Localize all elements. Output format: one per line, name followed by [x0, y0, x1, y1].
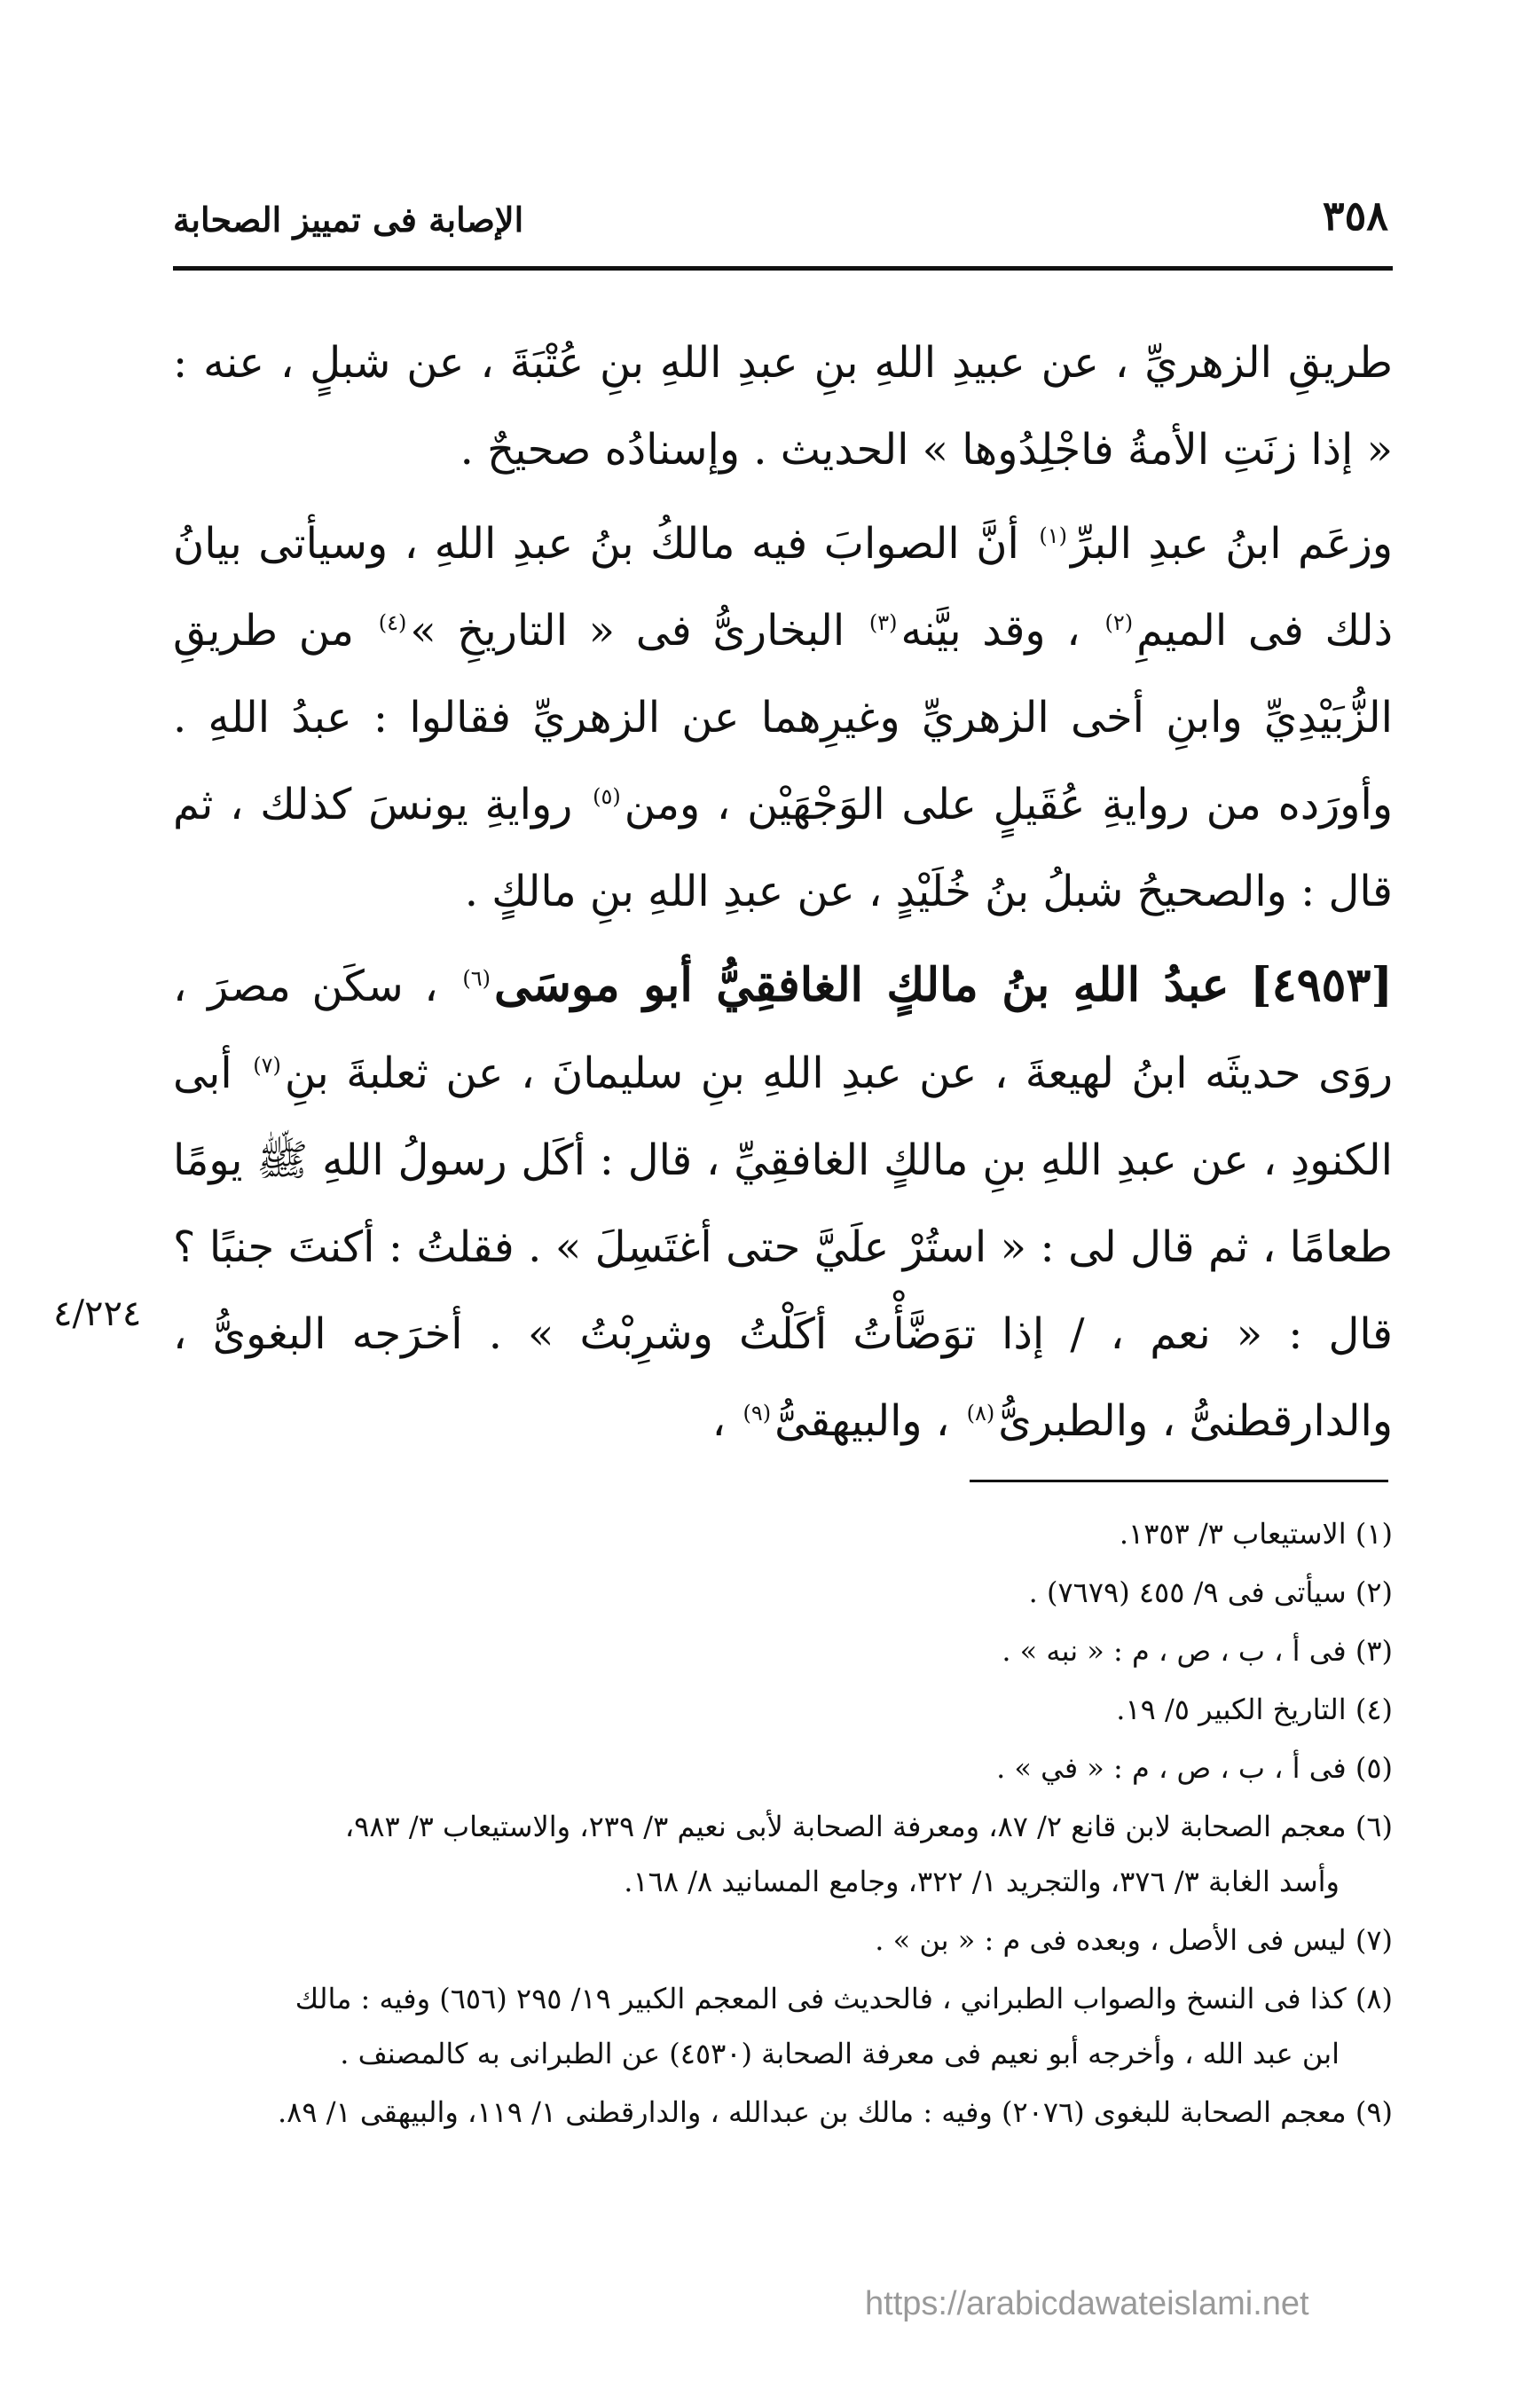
paragraph-2-part-b: أنَّ الصوابَ فيه مالكُ بنُ عبدِ اللهِ ، وسيأتى بيانُ ذلك فى الميمِ — [173, 519, 1393, 656]
paragraph-2-part-e: من طريقِ الزُّبَيْدِيِّ وابنِ أخى الزهريِّ وغيرِهما عن الزهريِّ فقالوا : عبدُ اللهِ . وأورَده من روايةِ عُقَيلٍ على الوَجْهَيْن ، ومن — [173, 606, 1394, 829]
footnote-8-line-2: ابن عبد الله ، وأخرجه أبو نعيم فى معرفة الصحابة (٤٥٣٠) عن الطبرانى به كالمصنف . — [340, 2037, 1340, 2070]
footnote-divider — [970, 1480, 1388, 1482]
main-text — [173, 319, 1393, 1472]
header-divider — [173, 266, 1393, 271]
running-title: الإصابة فى تمييز الصحابة — [173, 200, 524, 240]
footnote-6 — [173, 1799, 1393, 1909]
footnote-8-line-1: (٨) كذا فى النسخ والصواب الطبراني ، فالحديث فى المعجم الكبير ١٩/ ٢٩٥ (٦٥٦) وفيه : مالك — [295, 1982, 1393, 2015]
margin-volume-page-reference: ٤/٢٢٤ — [53, 1293, 142, 1334]
paragraph-3-part-d: ، — [711, 1396, 727, 1446]
footnote-3: (٣) فى أ ، ب ، ص ، م : « نبه » . — [1002, 1634, 1393, 1668]
entry-name: عبدُ اللهِ بنُ مالكٍ الغافقِيُّ أبو موسَى — [494, 958, 1230, 1012]
paragraph-3-part-c: ، والبيهقىُّ — [774, 1396, 950, 1446]
paragraph-3-entry — [173, 942, 1393, 1465]
footnote-5: (٥) فى أ ، ب ، ص ، م : « في » . — [996, 1751, 1393, 1785]
footnote-marker-6: (٦) — [462, 966, 491, 991]
paragraph-1: طريقِ الزهريِّ ، عن عبيدِ اللهِ بنِ عبدِ اللهِ بنِ عُتْبَةَ ، عن شبلٍ ، عنه : « إذا زنَتِ الأمةُ فاجْلِدُوها » الحديث . وإسنادُه صحيحٌ . — [173, 338, 1393, 475]
entry-number: [٤٩٥٣] — [1250, 958, 1394, 1012]
footnote-marker-4: (٤) — [378, 610, 407, 635]
footnote-6-line-2: وأسد الغابة ٣/ ٣٧٦، والتجريد ١/ ٣٢٢، وجامع المسانيد ٨/ ١٦٨. — [624, 1865, 1340, 1898]
footnotes — [173, 1506, 1393, 2143]
footnote-marker-8: (٨) — [966, 1401, 995, 1426]
paragraph-2 — [173, 500, 1393, 935]
footnote-6-line-1: (٦) معجم الصحابة لابن قانع ٢/ ٨٧، ومعرفة الصحابة لأبى نعيم ٣/ ٢٣٩، والاستيعاب ٣/ ٩٨٣، — [344, 1810, 1393, 1843]
paragraph-3-part-a: ، سكَن مصرَ ، روَى حديثَه ابنُ لهيعةَ ، عن عبدِ اللهِ بنِ سليمانَ ، عن ثعلبةَ بنِ — [173, 962, 1393, 1098]
footnote-9: (٩) معجم الصحابة للبغوى (٢٠٧٦) وفيه : مالك بن عبدالله ، والدارقطنى ١/ ١١٩، والبيهقى ١/ ٨٩. — [277, 2095, 1393, 2129]
footnote-1: (١) الاستيعاب ٣/ ١٣٥٣. — [1119, 1517, 1393, 1551]
footnote-marker-3: (٣) — [868, 610, 898, 635]
footnote-marker-7: (٧) — [253, 1053, 281, 1078]
paragraph-3-part-b: أبى الكنودِ ، عن عبدِ اللهِ بنِ مالكٍ الغافقِيِّ ، قال : أكَل رسولُ اللهِ ﷺ يومًا طعامًا ، ثم قال لى : « استُرْ علَيَّ حتى أغتَسِلَ » . فقلتُ : أكنتَ جنبًا ؟ قال : « نعم ، / إذا توَضَّأْتُ أكَلْتُ وشرِبْتُ » . أخرَجه البغوىُّ ، والدارقطنىُّ ، والطبرىُّ — [173, 1049, 1393, 1446]
paragraph-2-part-f: روايةِ يونسَ كذلك ، ثم قال : والصحيحُ شبلُ بنُ خُلَيْدٍ ، عن عبدِ اللهِ بنِ مالكٍ . — [173, 780, 1393, 916]
footnote-marker-9: (٩) — [742, 1401, 772, 1426]
paragraph-2-part-d: البخارىُّ فى « التاريخِ » — [410, 606, 845, 656]
paragraph-2-part-a: وزعَم ابنُ عبدِ البرِّ — [1070, 519, 1394, 569]
page-header — [173, 177, 1388, 240]
footnote-8 — [173, 1971, 1393, 2081]
watermark-url: https://arabicdawateislami.net — [865, 2285, 1309, 2322]
footnote-7: (٧) ليس فى الأصل ، وبعده فى م : « بن » . — [875, 1923, 1393, 1957]
paragraph-2-part-c: ، وقد بيَّنه — [900, 606, 1080, 656]
footnote-4: (٤) التاريخ الكبير ٥/ ١٩. — [1116, 1693, 1393, 1726]
footnote-marker-5: (٥) — [593, 784, 621, 809]
footnote-marker-1: (١) — [1039, 523, 1067, 548]
footnote-marker-2: (٢) — [1104, 610, 1134, 635]
footnote-2: (٢) سيأتى فى ٩/ ٤٥٥ (٧٦٧٩) . — [1028, 1575, 1393, 1609]
page-number: ٣٥٨ — [1322, 192, 1388, 240]
